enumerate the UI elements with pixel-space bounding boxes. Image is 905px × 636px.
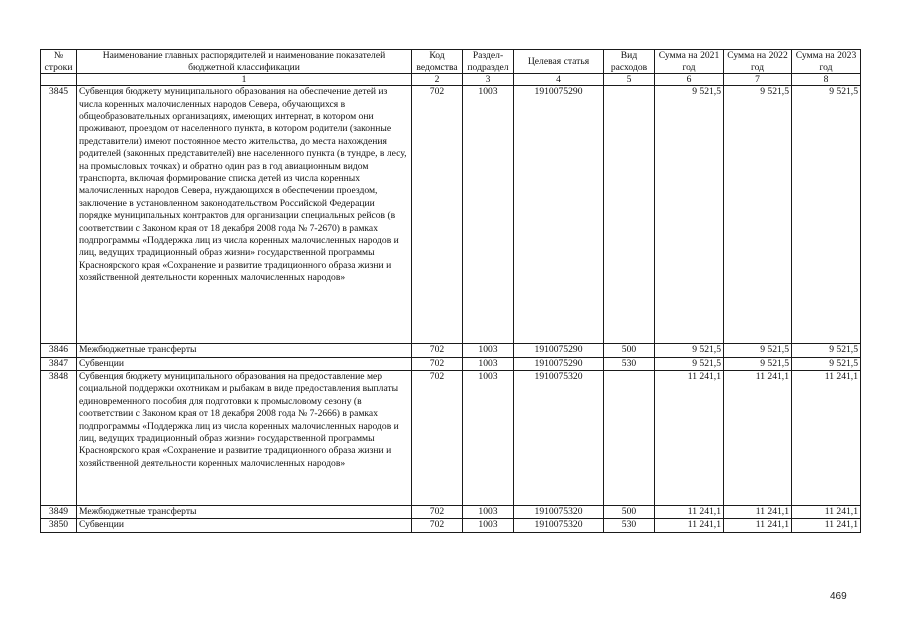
table-row — [41, 506, 861, 519]
row-number: 3847 — [41, 357, 77, 370]
header-sum-2022: Сумма на 2022 год — [724, 50, 792, 74]
row-expense-type — [604, 371, 655, 506]
row-section: 1003 — [463, 519, 514, 532]
column-number: 5 — [604, 74, 655, 86]
row-name: Межбюджетные трансферты — [77, 506, 412, 519]
column-number: 7 — [724, 74, 792, 86]
row-sum-2022: 9 521,5 — [724, 86, 792, 344]
row-number: 3846 — [41, 344, 77, 357]
table-row — [41, 344, 861, 357]
header-expense-type: Вид расходов — [604, 50, 655, 74]
row-target: 1910075320 — [514, 519, 604, 532]
page-number: 469 — [830, 591, 847, 602]
row-sum-2021: 11 241,1 — [655, 371, 724, 506]
column-number: 1 — [77, 74, 412, 86]
row-target: 1910075290 — [514, 86, 604, 344]
row-number: 3850 — [41, 519, 77, 532]
row-expense-type: 530 — [604, 519, 655, 532]
column-number: 3 — [463, 74, 514, 86]
row-sum-2022: 9 521,5 — [724, 357, 792, 370]
header-row-no: № строки — [41, 50, 77, 74]
row-target: 1910075320 — [514, 506, 604, 519]
row-sum-2022: 11 241,1 — [724, 506, 792, 519]
row-name: Субвенции — [77, 357, 412, 370]
row-sum-2023: 11 241,1 — [792, 371, 861, 506]
column-number: 4 — [514, 74, 604, 86]
row-dept-code: 702 — [412, 357, 463, 370]
row-sum-2023: 9 521,5 — [792, 357, 861, 370]
table-row — [41, 371, 861, 506]
row-sum-2023: 9 521,5 — [792, 344, 861, 357]
row-dept-code: 702 — [412, 506, 463, 519]
row-section: 1003 — [463, 357, 514, 370]
header-sum-2023: Сумма на 2023 год — [792, 50, 861, 74]
row-sum-2021: 11 241,1 — [655, 506, 724, 519]
header-sum-2021: Сумма на 2021 год — [655, 50, 724, 74]
row-target: 1910075290 — [514, 344, 604, 357]
row-number: 3848 — [41, 371, 77, 506]
row-sum-2022: 11 241,1 — [724, 371, 792, 506]
row-expense-type — [604, 86, 655, 344]
row-target: 1910075290 — [514, 357, 604, 370]
row-name: Субвенции — [77, 519, 412, 532]
header-name: Наименование главных распорядителей и наименование показателей бюджетной классификации — [77, 50, 412, 74]
row-sum-2023: 9 521,5 — [792, 86, 861, 344]
row-number: 3849 — [41, 506, 77, 519]
row-sum-2023: 11 241,1 — [792, 519, 861, 532]
row-section: 1003 — [463, 344, 514, 357]
row-sum-2021: 9 521,5 — [655, 86, 724, 344]
row-expense-type: 500 — [604, 344, 655, 357]
header-target: Целевая статья — [514, 50, 604, 74]
row-name: Субвенция бюджету муниципального образования на предоставление мер социальной поддержки охотникам и рыбакам в виде предоставления выплаты единовременного пособия для подготовки к промысловому сезону (в соответствии с Законом края от 18 декабря 2008 года № 7-2666) в рамках подпрограммы «Поддержка лиц из числа коренных малочисленных народов и лиц, ведущих традиционный образ жизни» государственной программы Красноярского края «Сохранение и развитие традиционного образа жизни и хозяйственной деятельности коренных малочисленных народов» — [77, 371, 412, 506]
row-sum-2021: 9 521,5 — [655, 344, 724, 357]
row-sum-2022: 9 521,5 — [724, 344, 792, 357]
row-target: 1910075320 — [514, 371, 604, 506]
table-row — [41, 357, 861, 370]
header-section: Раздел-подраздел — [463, 50, 514, 74]
row-number: 3845 — [41, 86, 77, 344]
column-number-row — [41, 74, 861, 86]
row-sum-2021: 11 241,1 — [655, 519, 724, 532]
header-dept-code: Код ведомства — [412, 50, 463, 74]
row-section: 1003 — [463, 506, 514, 519]
column-number — [41, 74, 77, 86]
header-row — [41, 50, 861, 74]
row-dept-code: 702 — [412, 86, 463, 344]
row-dept-code: 702 — [412, 519, 463, 532]
row-dept-code: 702 — [412, 371, 463, 506]
column-number: 8 — [792, 74, 861, 86]
table-row — [41, 519, 861, 532]
row-section: 1003 — [463, 371, 514, 506]
budget-table — [40, 49, 861, 533]
table-row — [41, 86, 861, 344]
row-sum-2021: 9 521,5 — [655, 357, 724, 370]
row-dept-code: 702 — [412, 344, 463, 357]
row-sum-2022: 11 241,1 — [724, 519, 792, 532]
row-expense-type: 530 — [604, 357, 655, 370]
column-number: 6 — [655, 74, 724, 86]
row-expense-type: 500 — [604, 506, 655, 519]
row-name: Межбюджетные трансферты — [77, 344, 412, 357]
row-section: 1003 — [463, 86, 514, 344]
row-sum-2023: 11 241,1 — [792, 506, 861, 519]
column-number: 2 — [412, 74, 463, 86]
row-name: Субвенция бюджету муниципального образования на обеспечение детей из числа коренных малочисленных народов Севера, обучающихся в общеобразовательных организациях, имеющих интернат, в котором они проживают, проездом от населенного пункта, в котором родители (законные представители) имеют постоянное место жительства, до места нахождения родителей (законных представителей) вне населенного пункта (в тундре, в лесу, на промысловых точках) и обратно один раз в год авиационным видом транспорта, включая формирование списка детей из числа коренных малочисленных народов Севера, нуждающихся в обеспечении проездом, заключение в установленном законодательством Российской Федерации порядке муниципальных контрактов для организации специальных рейсов (в соответствии с Законом края от 18 декабря 2008 года № 7-2670) в рамках подпрограммы «Поддержка лиц из числа коренных малочисленных народов и лиц, ведущих традиционный образ жизни» государственной программы Красноярского края «Сохранение и развитие традиционного образа жизни и хозяйственной деятельности коренных малочисленных народов» — [77, 86, 412, 344]
